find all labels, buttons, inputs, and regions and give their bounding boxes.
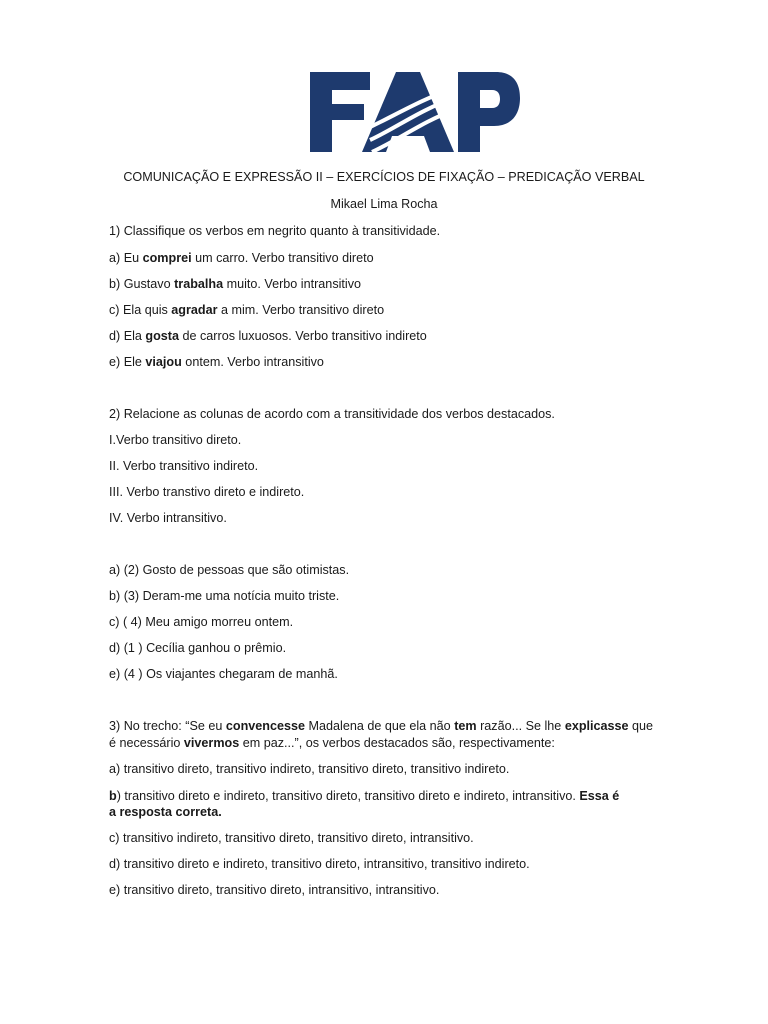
q1-item-d: d) Ela gosta de carros luxuosos. Verbo transitivo indireto: [109, 329, 427, 343]
q2-option-ii: II. Verbo transitivo indireto.: [109, 459, 259, 473]
q3-option-e: e) transitivo direto, transitivo direto, intransitivo, intransitivo.: [109, 883, 440, 897]
q2-option-iii: III. Verbo transtivo direto e indireto.: [109, 485, 305, 499]
q1-item-e: e) Ele viajou ontem. Verbo intransitivo: [109, 355, 324, 369]
q1-item-a: a) Eu comprei um carro. Verbo transitivo direto: [109, 251, 374, 265]
q3-option-a: a) transitivo direto, transitivo indireto, transitivo direto, transitivo indireto.: [109, 762, 510, 776]
author-name: Mikael Lima Rocha: [330, 197, 438, 211]
q2-answer-c: c) ( 4) Meu amigo morreu ontem.: [109, 615, 294, 629]
q2-answer-e: e) (4 ) Os viajantes chegaram de manhã.: [109, 667, 338, 681]
q2-option-i: I.Verbo transitivo direto.: [109, 433, 242, 447]
q2-prompt: 2) Relacione as colunas de acordo com a transitividade dos verbos destacados.: [109, 407, 555, 421]
q3-prompt-line2: é necessário vivermos em paz...”, os verbos destacados são, respectivamente:: [109, 736, 555, 750]
q2-answer-b: b) (3) Deram-me uma notícia muito triste.: [109, 589, 340, 603]
q1-prompt: 1) Classifique os verbos em negrito quanto à transitividade.: [109, 224, 441, 238]
q2-answer-d: d) (1 ) Cecília ganhou o prêmio.: [109, 641, 287, 655]
q3-option-c: c) transitivo indireto, transitivo direto, transitivo direto, intransitivo.: [109, 831, 474, 845]
q3-prompt-line1: 3) No trecho: “Se eu convencesse Madalena de que ela não tem razão... Se lhe explicasse que: [109, 719, 654, 733]
fap-logo: [308, 70, 522, 154]
q3-option-d: d) transitivo direto e indireto, transitivo direto, intransitivo, transitivo indireto.: [109, 857, 530, 871]
q1-item-c: c) Ela quis agradar a mim. Verbo transitivo direto: [109, 303, 385, 317]
q2-answer-a: a) (2) Gosto de pessoas que são otimistas.: [109, 563, 350, 577]
q3-option-b-line2: a resposta correta.: [109, 805, 222, 819]
q3-option-b-line1: b) transitivo direto e indireto, transitivo direto, transitivo direto e indireto, intransitivo. Essa é: [109, 789, 620, 803]
document-title: COMUNICAÇÃO E EXPRESSÃO II – EXERCÍCIOS DE FIXAÇÃO – PREDICAÇÃO VERBAL: [123, 170, 645, 184]
q1-item-b: b) Gustavo trabalha muito. Verbo intransitivo: [109, 277, 362, 291]
q2-option-iv: IV. Verbo intransitivo.: [109, 511, 227, 525]
